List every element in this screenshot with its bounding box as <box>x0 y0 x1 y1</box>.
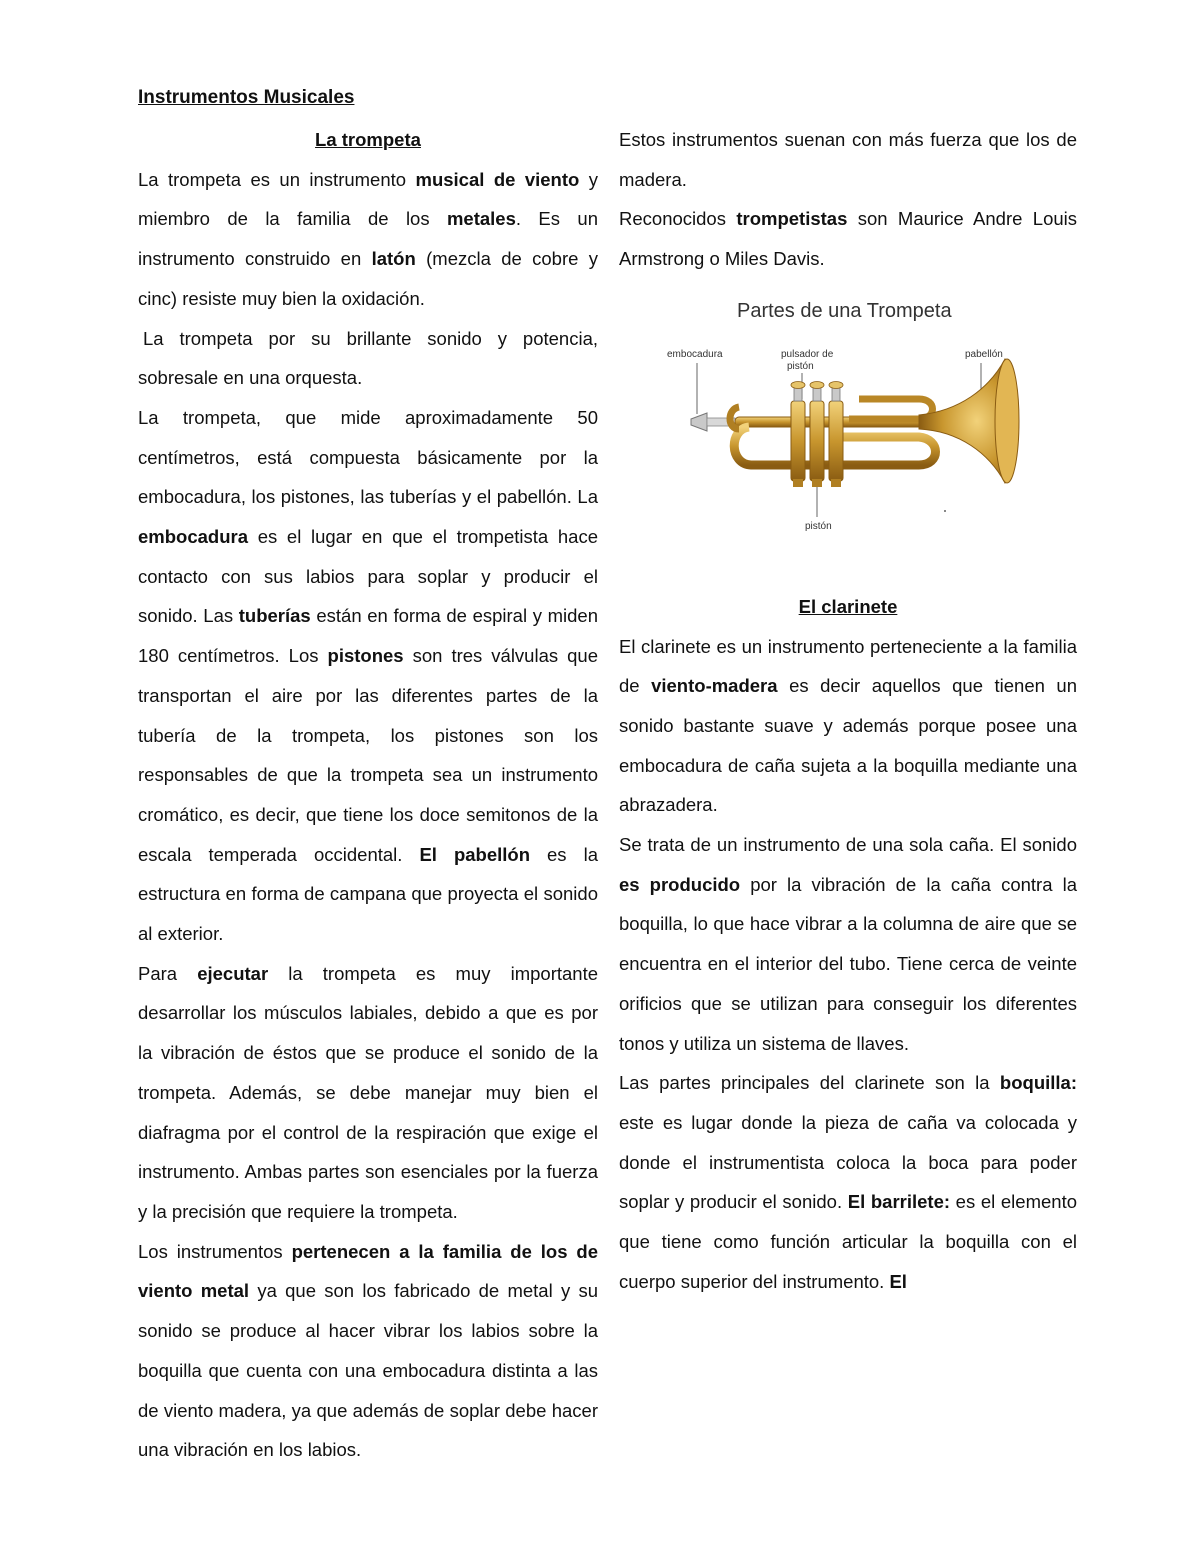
text-run: están en forma de espiral y miden 180 centímetros. Los <box>138 605 598 667</box>
trumpet-paragraph-4 <box>138 954 598 1232</box>
clarinet-heading: El clarinete <box>798 595 898 617</box>
bold-run: embocadura <box>138 526 249 548</box>
label-valve-button-line2: pistón <box>787 360 814 372</box>
text-run: La trompeta, que mide aproximadamente 50 centímetros, está compuesta básicamente por la embocadura, los pistones, las tuberías y el pabellón. La <box>138 406 598 508</box>
trumpet-paragraph-2: La trompeta por su brillante sonido y potencia, sobresale en una orquesta. <box>138 327 598 389</box>
figure-dot <box>944 510 946 512</box>
valve-stem-3 <box>832 387 840 401</box>
bold-run: viento-madera <box>651 675 778 697</box>
text-run: Reconocidos <box>619 208 737 230</box>
text-run: este es lugar donde la pieza de caña va colocada y donde el instrumentista coloca la boca para poder soplar y producir el sonido. <box>619 1111 1077 1213</box>
bold-run: El <box>889 1270 907 1292</box>
bold-run: El barrilete: <box>847 1191 951 1213</box>
bold-run: metales <box>446 208 516 230</box>
trumpet-parts-figure <box>619 279 1077 569</box>
bold-run: musical de viento <box>415 168 580 190</box>
left-column <box>138 120 598 1470</box>
bold-run: trompetistas <box>736 208 848 230</box>
text-run: Los instrumentos <box>138 1240 292 1262</box>
text-run: (mezcla de cobre y cinc) resiste muy bien la oxidación. <box>138 248 598 309</box>
figure-title: Partes de una Trompeta <box>737 299 952 322</box>
text-run: por la vibración de la caña contra la boquilla, lo que hace vibrar a la columna de aire que se encuentra en el interior del tubo. Tiene cerca de veinte orificios que se utilizan para conseguir los diferentes tonos y utiliza un sistema de llaves. <box>619 873 1077 1054</box>
right-column <box>619 120 1077 1301</box>
text-run: Se trata de un instrumento de una sola caña. El sonido <box>619 834 1077 856</box>
trumpet-heading: La trompeta <box>315 129 421 150</box>
valve-button-1 <box>791 381 805 388</box>
bold-run: pertenecen a la familia de los de viento metal <box>138 1240 599 1302</box>
text-run: El clarinete es un instrumento perteneciente a la familia de <box>619 635 1077 697</box>
bold-run: tuberías <box>238 605 311 627</box>
label-bell: pabellón <box>965 348 1003 360</box>
bold-run: boquilla: <box>999 1072 1077 1094</box>
valve-casing-1 <box>791 401 805 481</box>
text-run: son tres válvulas que transportan el aire por las diferentes partes de la tubería de la trompeta, los pistones son los responsables de que la trompeta sea un instrumento cromático, es decir, que tiene los doce semitonos de la escala temperada occidental. <box>138 645 598 865</box>
valve-casing-3 <box>829 401 843 481</box>
trumpet-paragraph-1 <box>138 160 598 319</box>
bell-rim <box>995 359 1019 483</box>
text-run: es la estructura en forma de campana que proyecta el sonido al exterior. <box>138 843 598 945</box>
text-run: Para <box>138 962 198 984</box>
trumpet-paragraph-5 <box>138 1232 598 1470</box>
clarinet-paragraph-3 <box>619 1063 1077 1301</box>
text-run: es el lugar en que el trompetista hace contacto con sus labios para soplar y producir el sonido. Las <box>138 526 598 627</box>
bold-run: ejecutar <box>197 962 269 984</box>
valve-cap-1 <box>793 479 803 487</box>
bold-run: es producido <box>619 873 741 895</box>
valve-stem-1 <box>794 387 802 401</box>
trumpet-paragraph-6: Estos instrumentos suenan con más fuerza que los de madera. <box>619 129 1077 190</box>
spacer <box>619 569 1077 587</box>
valve-stem-2 <box>813 387 821 401</box>
text-run: es el elemento que tiene como función articular la boquilla con el cuerpo superior del instrumento. <box>619 1191 1077 1292</box>
valve-cap-2 <box>812 479 822 487</box>
text-run: y miembro de la familia de los <box>138 168 599 230</box>
valve-button-2 <box>810 381 824 388</box>
label-valve-button-line1: pulsador de <box>781 348 834 360</box>
trumpet-diagram <box>619 279 1077 569</box>
clarinet-paragraph-1 <box>619 627 1077 826</box>
document-title: Instrumentos Musicales <box>138 87 355 108</box>
bold-run: pistones <box>327 645 404 667</box>
valve-button-3 <box>829 381 843 388</box>
bold-run: El pabellón <box>419 843 530 865</box>
text-run: Las partes principales del clarinete son la <box>619 1072 1000 1094</box>
text-run: son Maurice Andre Louis Armstrong o Miles Davis. <box>619 208 1078 270</box>
label-valve: pistón <box>805 520 832 532</box>
text-run: es decir aquellos que tienen un sonido bastante suave y además porque posee una embocadura de caña sujeta a la boquilla mediante una abrazadera. <box>619 675 1077 816</box>
trumpet-paragraph-7 <box>619 199 1077 278</box>
valve-cap-3 <box>831 479 841 487</box>
label-mouthpiece: embocadura <box>667 348 723 360</box>
valve-casing-2 <box>810 401 824 481</box>
text-run: ya que son los fabricado de metal y su sonido se produce al hacer vibrar los labios sobre la boquilla que cuenta con una embocadura distinta a las de viento madera, ya que además de soplar debe hacer una vibración en los labios. <box>138 1280 598 1461</box>
text-run: La trompeta es un instrumento <box>138 168 416 190</box>
bold-run: latón <box>371 248 416 270</box>
text-run: . Es un instrumento construido en <box>138 208 598 270</box>
clarinet-paragraph-2 <box>619 825 1077 1063</box>
text-run: la trompeta es muy importante desarrollar los músculos labiales, debido a que es por la vibración de éstos que se produce el sonido de la trompeta. Además, se debe manejar muy bien el diafragma por el control de la respiración que exige el instrumento. Ambas partes son esenciales por la fuerza y la precisión que requiere la trompeta. <box>138 962 598 1222</box>
trumpet-paragraph-3 <box>138 398 598 954</box>
mouthpiece-shape <box>691 413 707 431</box>
